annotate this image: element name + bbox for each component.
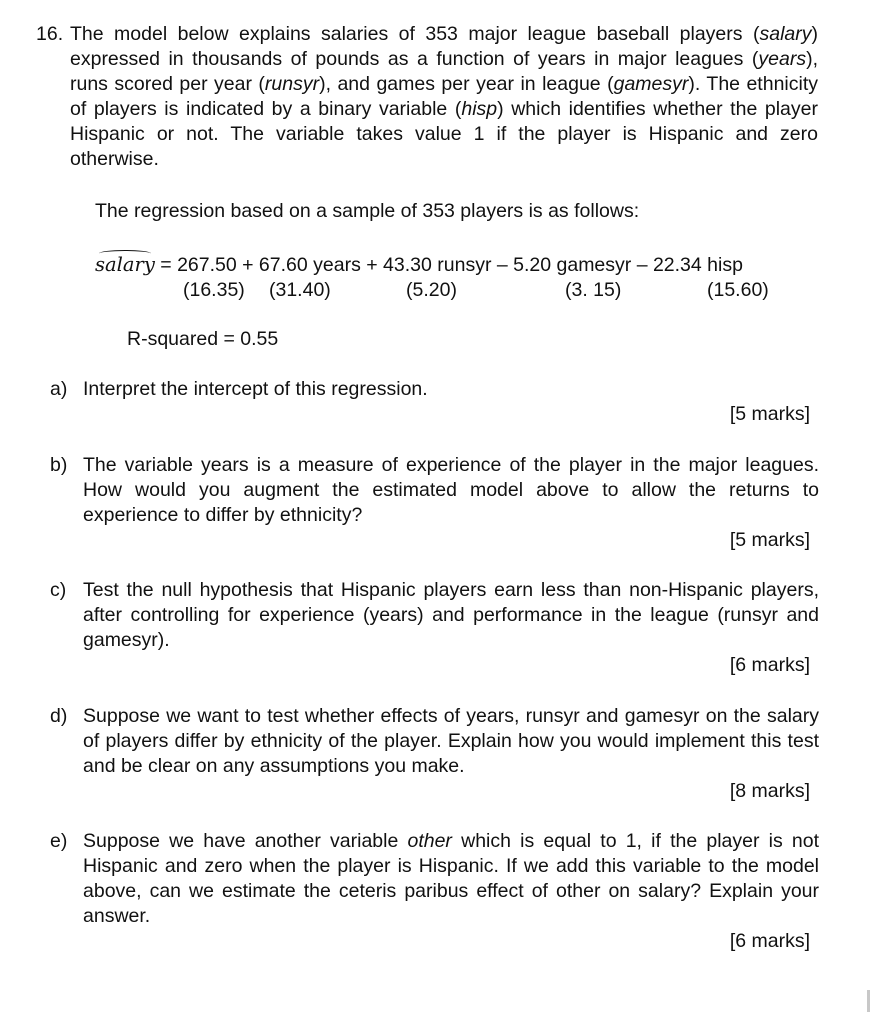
text-segment: The model below explains salaries of 353 major league baseball players (	[70, 23, 760, 45]
italic-term: runsyr	[264, 73, 320, 95]
text-segment: ) which identifies whether the player Hispanic or not. The variable takes value 1 if the player is Hispanic and zero otherwise.	[70, 98, 818, 170]
standard-error-intercept: (16.35)	[183, 279, 245, 301]
italic-term: salary	[759, 23, 812, 45]
regression-lead: The regression based on a sample of 353 players is as follows:	[95, 200, 640, 222]
part-e-letter: e)	[50, 830, 68, 852]
italic-term: hisp	[461, 98, 498, 120]
part-b-text	[83, 453, 819, 528]
part-e-marks: [6 marks]	[729, 930, 810, 952]
text-segment: ). The ethnicity of players is indicated by a binary variable (	[70, 73, 818, 120]
text-segment: Interpret the intercept of this regression.	[83, 378, 428, 400]
italic-term: years	[758, 48, 807, 70]
part-a-letter: a)	[50, 378, 68, 400]
italic-term: other	[407, 830, 452, 852]
text-segment: Suppose we have another variable	[83, 830, 408, 852]
question-intro	[70, 22, 818, 172]
italic-term: gamesyr	[613, 73, 689, 95]
standard-error-gamesyr: (3. 15)	[565, 279, 622, 301]
part-b-marks: [5 marks]	[729, 529, 810, 551]
text-segment: ) expressed in thousands of pounds as a function of years in major leagues (	[70, 23, 818, 70]
equation-lhs: salary	[95, 253, 155, 276]
regression-equation	[95, 252, 743, 278]
standard-error-runsyr: (5.20)	[406, 279, 457, 301]
part-d-text	[83, 704, 819, 779]
part-a-text	[83, 377, 819, 402]
part-d-marks: [8 marks]	[729, 780, 810, 802]
part-d-letter: d)	[50, 705, 68, 727]
text-segment: Test the null hypothesis that Hispanic players earn less than non-Hispanic players, after controlling for experience (years) and performance in the league (runsyr and gamesyr).	[83, 579, 819, 651]
standard-error-years: (31.40)	[269, 279, 331, 301]
part-a-marks: [5 marks]	[729, 403, 810, 425]
part-c-letter: c)	[50, 579, 67, 601]
part-c-text	[83, 578, 819, 653]
text-segment: ), runs scored per year (	[70, 48, 818, 95]
text-segment: ), and games per year in league (	[319, 73, 614, 95]
text-segment: Suppose we want to test whether effects of years, runsyr and gamesyr on the salary of players differ by ethnicity of the player. Explain how you would implement this test and be clear on any assumptions you make.	[83, 705, 819, 777]
r-squared: R-squared = 0.55	[127, 328, 279, 350]
equation-rhs: = 267.50 + 67.60 years + 43.30 runsyr – 5.20 gamesyr – 22.34 hisp	[154, 254, 743, 276]
text-segment: which is equal to 1, if the player is not Hispanic and zero when the player is Hispanic. If we add this variable to the model above, can we estimate the ceteris paribus effect of other on salary? Explain your answer.	[83, 830, 819, 927]
question-number: 16.	[36, 23, 64, 45]
standard-error-hisp: (15.60)	[707, 279, 769, 301]
part-e-text	[83, 829, 819, 929]
text-segment: The variable years is a measure of experience of the player in the major leagues. How would you augment the estimated model above to allow the returns to experience to differ by ethnicity?	[83, 454, 819, 526]
part-c-marks: [6 marks]	[729, 654, 810, 676]
part-b-letter: b)	[50, 454, 68, 476]
